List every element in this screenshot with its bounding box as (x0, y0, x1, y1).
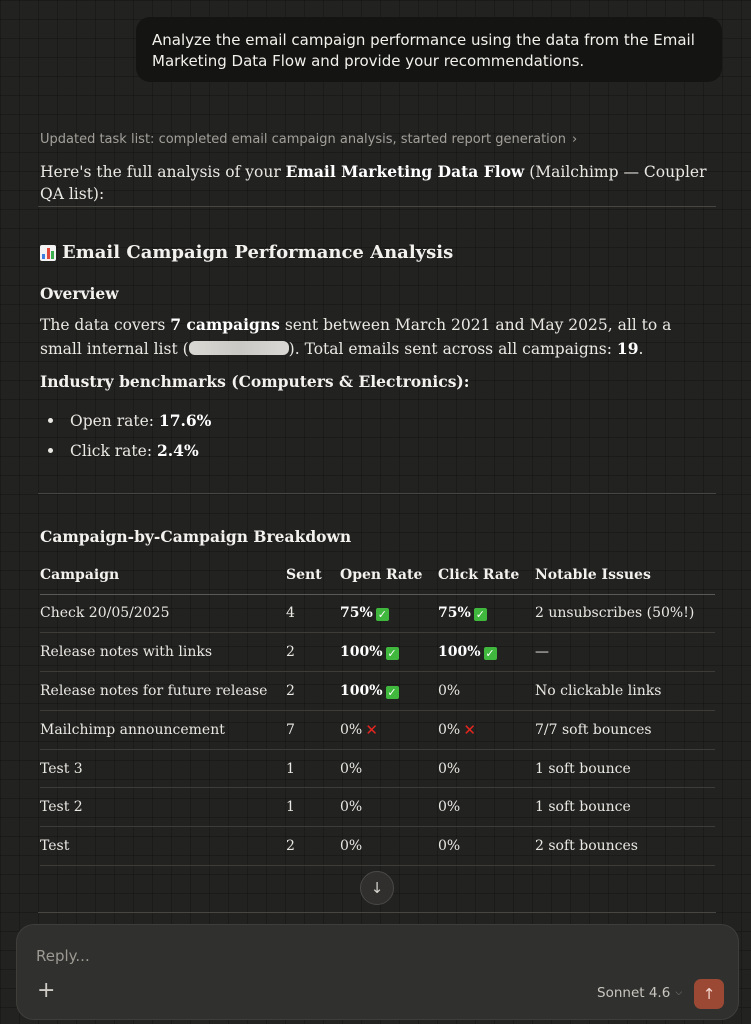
check-mark-icon: ✓ (387, 647, 397, 661)
overview-text-4: . (638, 340, 644, 358)
table-row (40, 710, 715, 749)
overview-total: 19 (616, 339, 639, 358)
intro-prefix: Here's the full analysis of your (40, 163, 286, 181)
campaign-cell: Test 3 (40, 749, 286, 788)
campaign-cell: Check 20/05/2025 (40, 594, 286, 633)
open-value: 100% (340, 682, 383, 699)
column-header: Campaign (40, 556, 286, 594)
table-row (40, 827, 715, 866)
issues-cell: 1 soft bounce (535, 749, 715, 788)
open-cell (340, 710, 438, 749)
cross-mark-icon: ✕ (365, 720, 378, 739)
campaign-cell: Test 2 (40, 788, 286, 827)
send-button[interactable] (694, 979, 724, 1009)
open-value: 100% (340, 644, 383, 661)
analysis-heading (40, 242, 453, 263)
check-mark-icon: ✓ (475, 608, 485, 622)
campaign-table (40, 556, 715, 866)
overview-campaigns: 7 campaigns (170, 315, 280, 334)
click-cell: 0% (438, 827, 535, 866)
issues-cell: 1 soft bounce (535, 788, 715, 827)
breakdown-heading: Campaign-by-Campaign Breakdown (40, 527, 352, 546)
overview-text-3: ). Total emails sent across all campaigns: (288, 340, 617, 358)
user-message: Analyze the email campaign performance using the data from the Email Marketing Data Flow and provide your recommendations. (136, 17, 722, 82)
intro-text (40, 161, 720, 205)
divider (38, 493, 716, 494)
open-cell (340, 633, 438, 672)
table-row (40, 594, 715, 633)
sent-cell: 4 (286, 594, 340, 633)
reply-composer (16, 924, 739, 1020)
column-header: Notable Issues (535, 556, 715, 594)
overview-text-2: sent between March 2021 and May 2025, all to a small internal list ( (40, 316, 672, 358)
scroll-to-bottom-button[interactable] (360, 871, 394, 905)
column-header: Sent (286, 556, 340, 594)
benchmarks-heading: Industry benchmarks (Computers & Electronics): (40, 372, 470, 391)
click-cell: 0% (438, 788, 535, 827)
click-value: 0% (438, 721, 461, 738)
task-update-text: Updated task list: completed email campaign analysis, started report generation (40, 132, 566, 147)
cross-mark-icon: ✕ (463, 720, 476, 739)
table-row (40, 749, 715, 788)
click-cell: 0% (438, 672, 535, 711)
intro-bold: Email Marketing Data Flow (285, 162, 525, 181)
intro-suffix: (Mailchimp — Coupler QA list): (40, 163, 707, 203)
sent-cell: 1 (286, 788, 340, 827)
click-rate-label: Click rate: (70, 442, 157, 460)
divider (38, 206, 716, 207)
issues-cell: 2 unsubscribes (50%!) (535, 594, 715, 633)
issues-cell: 2 soft bounces (535, 827, 715, 866)
open-cell (340, 594, 438, 633)
model-name: Sonnet 4.6 (597, 985, 671, 1001)
sent-cell: 2 (286, 672, 340, 711)
arrow-up-icon: ↑ (702, 985, 716, 1003)
campaign-cell: Release notes with links (40, 633, 286, 672)
check-mark-icon: ✓ (377, 608, 387, 622)
divider (38, 912, 716, 913)
plus-icon: + (37, 978, 56, 1003)
click-cell (438, 633, 535, 672)
sent-cell: 2 (286, 633, 340, 672)
analysis-heading-text: Email Campaign Performance Analysis (62, 242, 454, 263)
issues-cell: 7/7 soft bounces (535, 710, 715, 749)
task-update-toggle[interactable] (40, 132, 577, 147)
open-value: 0% (340, 721, 363, 738)
campaign-cell: Mailchimp announcement (40, 710, 286, 749)
list-item (48, 406, 211, 436)
table-header-row (40, 556, 715, 594)
chevron-right-icon: › (572, 132, 578, 147)
overview-paragraph (40, 313, 712, 361)
click-cell (438, 594, 535, 633)
campaign-cell: Release notes for future release (40, 672, 286, 711)
table-row (40, 672, 715, 711)
open-value: 75% (340, 605, 373, 622)
bar-chart-icon (40, 245, 56, 261)
overview-text-1: The data covers (40, 316, 171, 334)
open-cell: 0% (340, 749, 438, 788)
check-mark-icon: ✓ (485, 647, 495, 661)
click-cell: 0% (438, 749, 535, 788)
campaign-cell: Test (40, 827, 286, 866)
overview-heading: Overview (40, 284, 119, 303)
column-header: Click Rate (438, 556, 535, 594)
issues-cell: No clickable links (535, 672, 715, 711)
sent-cell: 7 (286, 710, 340, 749)
click-cell (438, 710, 535, 749)
arrow-down-icon: ↓ (370, 879, 384, 897)
open-cell (340, 672, 438, 711)
open-rate-label: Open rate: (70, 412, 159, 430)
check-mark-icon: ✓ (387, 685, 397, 699)
table-row (40, 633, 715, 672)
model-selector[interactable] (597, 985, 682, 1001)
open-cell: 0% (340, 827, 438, 866)
add-attachment-button[interactable] (37, 978, 59, 1003)
benchmark-list (48, 406, 211, 466)
open-rate-value: 17.6% (158, 411, 212, 430)
issues-cell: — (535, 633, 715, 672)
click-value: 75% (438, 605, 471, 622)
click-value: 100% (438, 644, 481, 661)
column-header: Open Rate (340, 556, 438, 594)
table-row (40, 788, 715, 827)
reply-input[interactable] (36, 945, 636, 967)
chevron-down-icon: ⌵ (675, 988, 683, 998)
sent-cell: 1 (286, 749, 340, 788)
redacted-list-name (189, 341, 289, 355)
open-cell: 0% (340, 788, 438, 827)
click-rate-value: 2.4% (156, 441, 199, 460)
list-item (48, 436, 211, 466)
sent-cell: 2 (286, 827, 340, 866)
